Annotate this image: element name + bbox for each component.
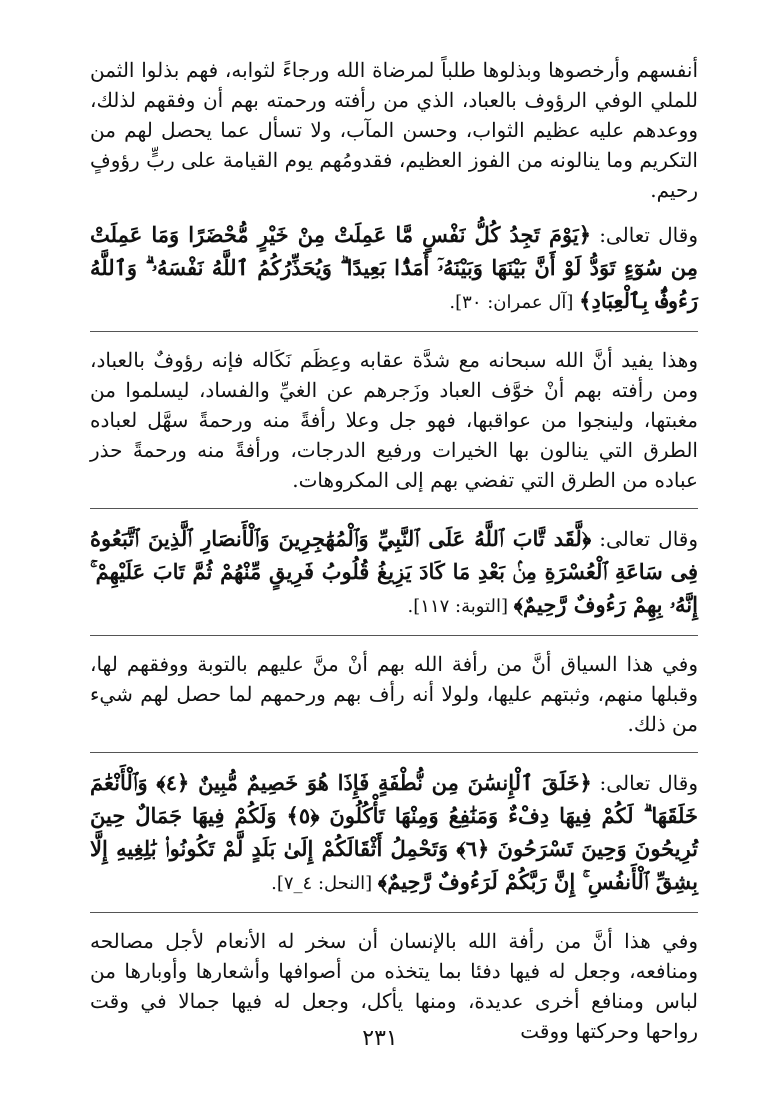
paragraph-3: وفي هذا السياق أنَّ من رأفة الله بهم أنْ منَّ عليهم بالتوبة ووفقهم لها، وقبلها منهم، وثبتهم عليها، ولولا أنه رأف بهم ورحمهم لما حصل لهم شيء من ذلك. [90,652,698,736]
verse-block-2 [90,522,698,622]
verse-block-3 [90,766,698,899]
divider [90,752,698,753]
verse-intro: وقال تعالى: [591,223,698,247]
paragraph-1: أنفسهم وأرخصوها وبذلوها طلباً لمرضاة الله ورجاءً لثوابه، فهم بذلوا الثمن للملي الوفي الرؤوف بالعباد، الذي من رأفته ورحمته بهم أن وفقهم لذلك، ووعدهم عليه عظيم الثواب، وحسن المآب، ولا تسأل عما يحصل لهم من التكريم وما ينالونه من الفوز العظيم، فقدومُهم يوم القيامة على ربٍّ رؤوفٍ رحيم. [90,58,698,202]
quran-verse: ﴿خَلَقَ ٱلْإِنسَٰنَ مِن نُّطْفَةٍ فَإِذَا هُوَ خَصِيمٌ مُّبِينٌ ﴿٤﴾ وَٱلْأَنْعَٰمَ خَلَقَهَا ۗ لَكُمْ فِيهَا دِفْءٌ وَمَنَٰفِعُ وَمِنْهَا تَأْكُلُونَ ﴿٥﴾ وَلَكُمْ فِيهَا جَمَالٌ حِينَ تُرِيحُونَ وَحِينَ تَسْرَحُونَ ﴿٦﴾ وَتَحْمِلُ أَثْقَالَكُمْ إِلَىٰ بَلَدٍ لَّمْ تَكُونُوا۟ بَٰلِغِيهِ إِلَّا بِشِقِّ ٱلْأَنفُسِ ۚ إِنَّ رَبَّكُمْ لَرَءُوفٌ رَّحِيمٌ﴾ [90,770,699,894]
page-body [90,55,698,1095]
verse-intro: وقال تعالى: [591,771,698,795]
verse-citation: [النحل: ٤_٧]. [271,873,378,894]
divider [90,331,698,332]
divider [90,508,698,509]
paragraph-4: وفي هذا أنَّ من رأفة الله بالإنسان أن سخر له الأنعام لأجل مصالحه ومنافعه، وجعل له فيها دفئا بما يتخذه من أصوافها وأشعارها وأوبارها من لباس ومنافع أخرى عديدة، ومنها يأكل، وجعل له فيها جمالا في وقت رواحها وحركتها ووقت [90,929,699,1043]
divider [90,912,698,913]
verse-block-1 [90,218,698,318]
verse-citation: [آل عمران: ٣٠]. [449,292,580,313]
page-number: ٢٣١ [362,1026,398,1051]
paragraph-2: وهذا يفيد أنَّ الله سبحانه مع شدَّة عقابه وعِظَم نَكَاله فإنه رؤوفٌ بالعباد، ومن رأفته بهم أنْ خوَّف العباد وزَجرهم عن الغيِّ والفساد، ليسلموا من مغبتها، ولينجوا من عواقبها، فهو جل وعلا رأفةً منه ورحمةً سهَّل لعباده الطرق التي ينالون بها الخيرات ورفيع الدرجات، ورأفةً منه ورحمةً حذر عباده من الطرق التي تفضي بهم إلى المكروهات. [90,348,698,492]
quran-verse: ﴿يَوْمَ تَجِدُ كُلُّ نَفْسٍ مَّا عَمِلَتْ مِنْ خَيْرٍ مُّحْضَرًا وَمَا عَمِلَتْ مِن سُوٓءٍ تَوَدُّ لَوْ أَنَّ بَيْنَهَا وَبَيْنَهُۥٓ أَمَدًۢا بَعِيدًا ۗ وَيُحَذِّرُكُمُ ٱللَّهُ نَفْسَهُۥ ۗ وَٱللَّهُ رَءُوفٌۢ بِٱلْعِبَادِ﴾ [90,222,698,313]
verse-citation: [التوبة: ١١٧]. [407,596,514,617]
divider [90,635,698,636]
quran-verse: ﴿لَّقَد تَّابَ ٱللَّهُ عَلَى ٱلنَّبِيِّ وَٱلْمُهَٰجِرِينَ وَٱلْأَنصَارِ ٱلَّذِينَ ٱتَّبَعُوهُ فِى سَاعَةِ ٱلْعُسْرَةِ مِنۢ بَعْدِ مَا كَادَ يَزِيغُ قُلُوبُ فَرِيقٍ مِّنْهُمْ ثُمَّ تَابَ عَلَيْهِمْ ۚ إِنَّهُۥ بِهِمْ رَءُوفٌ رَّحِيمٌ﴾ [90,526,698,617]
verse-intro: وقال تعالى: [591,527,699,551]
